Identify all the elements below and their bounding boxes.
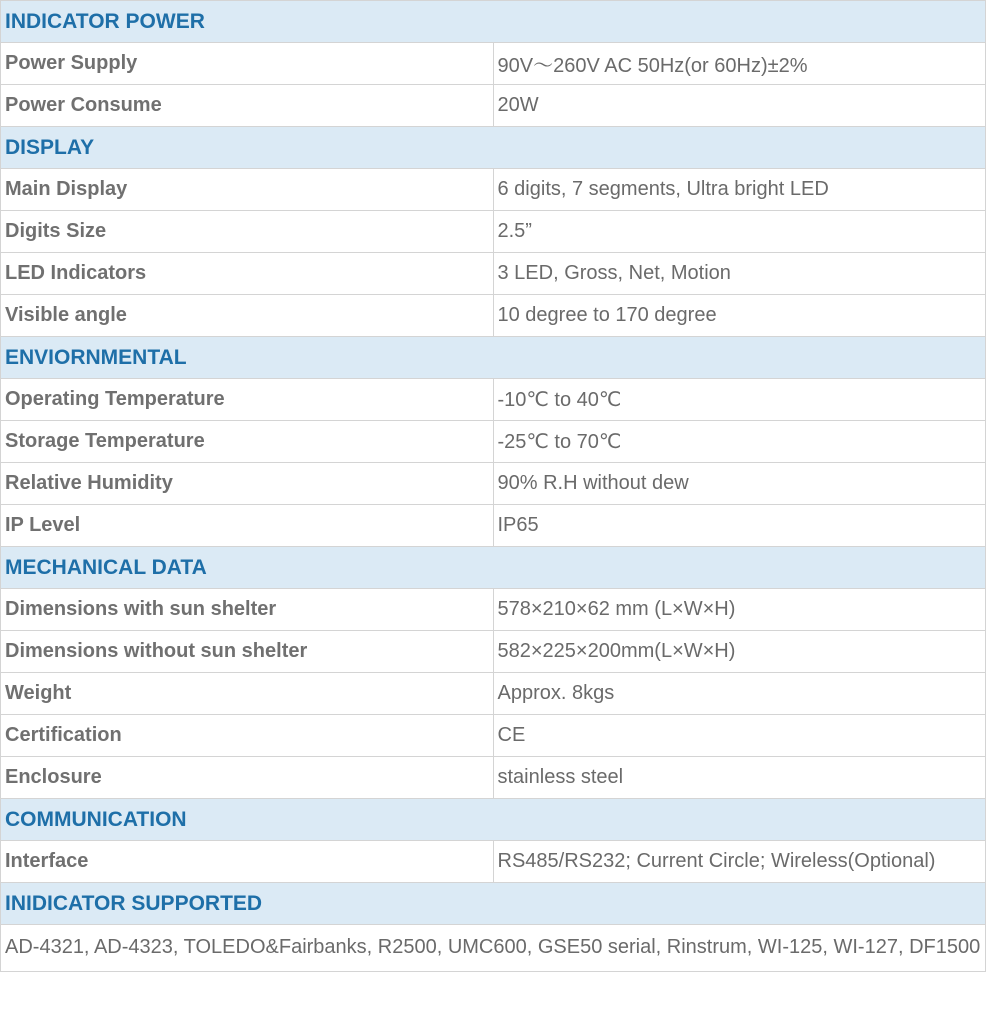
supported-list-row: [1, 925, 986, 972]
spec-row: [1, 253, 986, 295]
spec-value: 90% R.H without dew: [493, 463, 986, 505]
spec-label: Certification: [1, 715, 494, 757]
spec-label: Digits Size: [1, 211, 494, 253]
section-title: INIDICATOR SUPPORTED: [1, 883, 986, 925]
spec-label: Visible angle: [1, 295, 494, 337]
spec-row: [1, 211, 986, 253]
section-mechanical-data: [1, 547, 986, 589]
spec-value: 582×225×200mm(L×W×H): [493, 631, 986, 673]
spec-row: [1, 295, 986, 337]
spec-label: Weight: [1, 673, 494, 715]
spec-label: LED Indicators: [1, 253, 494, 295]
spec-label: Dimensions without sun shelter: [1, 631, 494, 673]
spec-value: 3 LED, Gross, Net, Motion: [493, 253, 986, 295]
section-indicator-power: [1, 1, 986, 43]
spec-row: [1, 379, 986, 421]
spec-label: Enclosure: [1, 757, 494, 799]
spec-row: [1, 757, 986, 799]
spec-row: [1, 715, 986, 757]
spec-label: Dimensions with sun shelter: [1, 589, 494, 631]
spec-label: Main Display: [1, 169, 494, 211]
section-display: [1, 127, 986, 169]
spec-value: 6 digits, 7 segments, Ultra bright LED: [493, 169, 986, 211]
spec-row: [1, 421, 986, 463]
spec-label: Power Consume: [1, 85, 494, 127]
spec-row: [1, 463, 986, 505]
section-title: MECHANICAL DATA: [1, 547, 986, 589]
spec-label: Relative Humidity: [1, 463, 494, 505]
spec-value: 20W: [493, 85, 986, 127]
section-environmental: [1, 337, 986, 379]
spec-row: [1, 673, 986, 715]
spec-value: -10℃ to 40℃: [493, 379, 986, 421]
spec-label: Storage Temperature: [1, 421, 494, 463]
spec-label: Operating Temperature: [1, 379, 494, 421]
spec-value: 578×210×62 mm (L×W×H): [493, 589, 986, 631]
section-indicator-supported: [1, 883, 986, 925]
supported-indicators-text: AD-4321, AD-4323, TOLEDO&Fairbanks, R2500, UMC600, GSE50 serial, Rinstrum, WI-125, WI-127, DF1500: [1, 925, 986, 972]
spec-row: [1, 589, 986, 631]
section-title: COMMUNICATION: [1, 799, 986, 841]
spec-value: RS485/RS232; Current Circle; Wireless(Optional): [493, 841, 986, 883]
spec-row: [1, 505, 986, 547]
section-title: INDICATOR POWER: [1, 1, 986, 43]
spec-label: IP Level: [1, 505, 494, 547]
spec-label: Interface: [1, 841, 494, 883]
section-title: DISPLAY: [1, 127, 986, 169]
spec-value: CE: [493, 715, 986, 757]
section-communication: [1, 799, 986, 841]
spec-row: [1, 841, 986, 883]
spec-row: [1, 169, 986, 211]
section-title: ENVIORNMENTAL: [1, 337, 986, 379]
spec-row: [1, 631, 986, 673]
spec-value: 10 degree to 170 degree: [493, 295, 986, 337]
spec-row: [1, 43, 986, 85]
spec-value: Approx. 8kgs: [493, 673, 986, 715]
spec-value: -25℃ to 70℃: [493, 421, 986, 463]
spec-value: 2.5”: [493, 211, 986, 253]
spec-row: [1, 85, 986, 127]
spec-value: IP65: [493, 505, 986, 547]
spec-label: Power Supply: [1, 43, 494, 85]
spec-value: stainless steel: [493, 757, 986, 799]
spec-value: 90V～260V AC 50Hz(or 60Hz)±2%: [493, 43, 986, 85]
